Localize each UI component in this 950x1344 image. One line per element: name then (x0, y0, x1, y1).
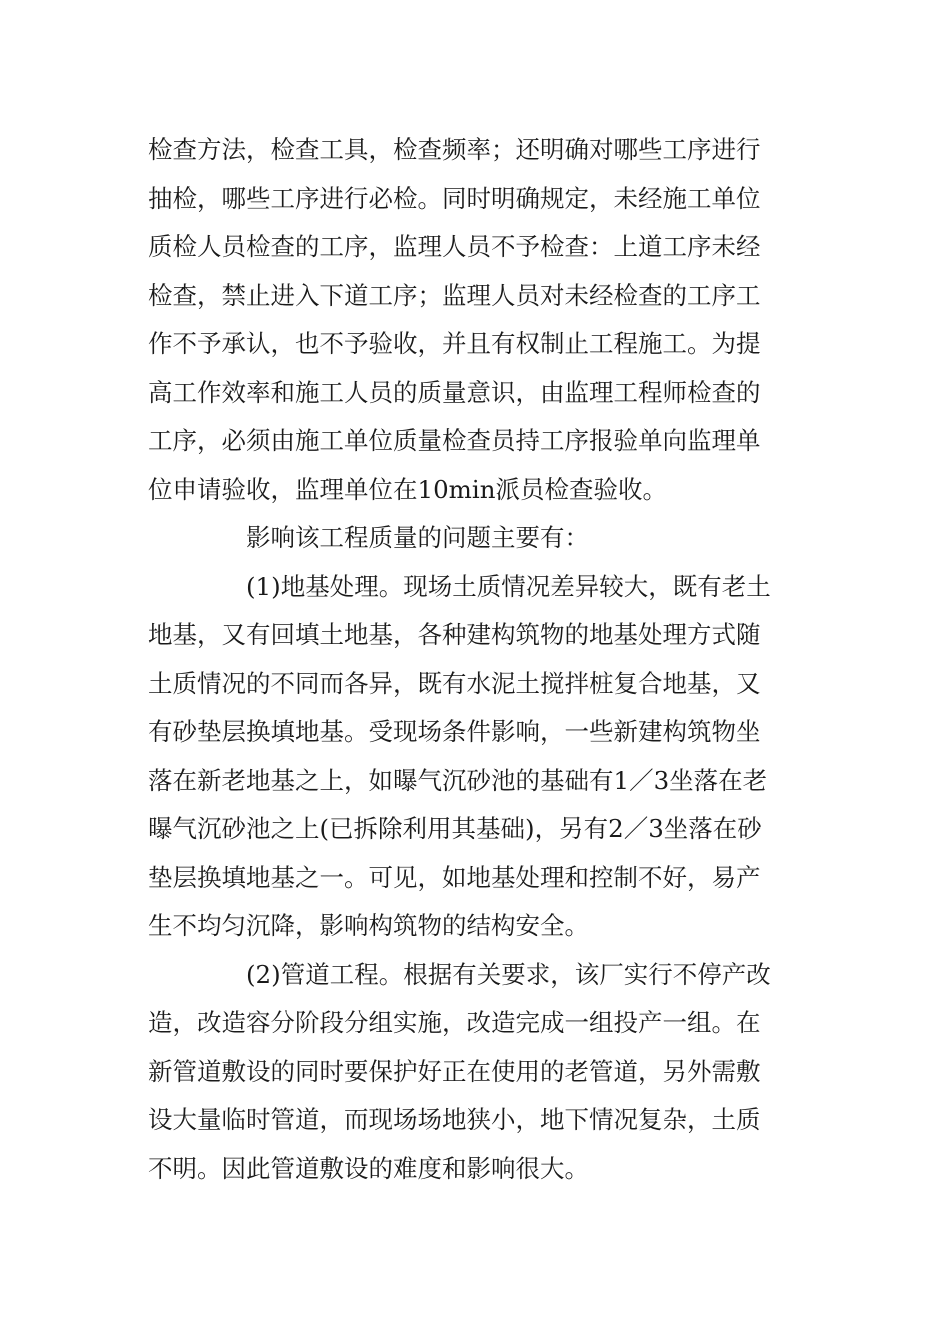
text-line: 抽检，哪些工序进行必检。同时明确规定，未经施工单位 (148, 183, 761, 213)
text-line: 作不予承认，也不予验收，并且有权制止工程施工。为提 (148, 329, 761, 358)
document-body (148, 126, 798, 1193)
text-line: 落在新老地基之上，如曝气沉砂池的基础有1／3坐落在老 (148, 765, 768, 795)
text-line: 有砂垫层换填地基。受现场条件影响，一些新建构筑物坐 (148, 717, 761, 746)
text-line: 新管道敷设的同时要保护好正在使用的老管道，另外需敷 (148, 1056, 761, 1086)
section-heading-paragraph (148, 514, 798, 563)
text-line: 不明。因此管道敷设的难度和影响很大。 (148, 1153, 589, 1183)
paragraph-2 (148, 563, 798, 951)
text-line: 检查，禁止进入下道工序；监理人员对未经检查的工序工 (148, 280, 761, 310)
text-line: 土质情况的不同而各异，既有水泥土搅拌桩复合地基，又 (148, 668, 761, 698)
text-line: 工序，必须由施工单位质量检查员持工序报验单向监理单 (148, 426, 761, 455)
text-line: (1)地基处理。现场土质情况差异较大，既有老土 (246, 571, 771, 601)
text-line: 造，改造容分阶段分组实施，改造完成一组投产一组。在 (148, 1008, 761, 1037)
paragraph-1 (148, 126, 798, 514)
text-line: 地基，又有回填土地基，各种建构筑物的地基处理方式随 (148, 620, 761, 649)
text-line: 高工作效率和施工人员的质量意识，由监理工程师检查的 (148, 377, 761, 407)
section-heading: 影响该工程质量的问题主要有： (246, 523, 589, 552)
text-line: 生不均匀沉降，影响构筑物的结构安全。 (148, 911, 589, 940)
paragraph-3 (148, 951, 798, 1194)
text-line: 位申请验收，监理单位在10min派员检查验收。 (148, 474, 668, 504)
text-line: 检查方法，检查工具，检查频率；还明确对哪些工序进行 (148, 135, 761, 164)
text-line: 曝气沉砂池之上(已拆除利用其基础)，另有2／3坐落在砂 (148, 814, 762, 843)
text-line: 垫层换填地基之一。可见，如地基处理和控制不好，易产 (148, 862, 761, 892)
text-line: 设大量临时管道，而现场场地狭小，地下情况复杂，土质 (148, 1105, 761, 1134)
text-line: 质检人员检查的工序，监理人员不予检查：上道工序未经 (148, 232, 761, 261)
text-line: (2)管道工程。根据有关要求，该厂实行不停产改 (246, 959, 771, 989)
